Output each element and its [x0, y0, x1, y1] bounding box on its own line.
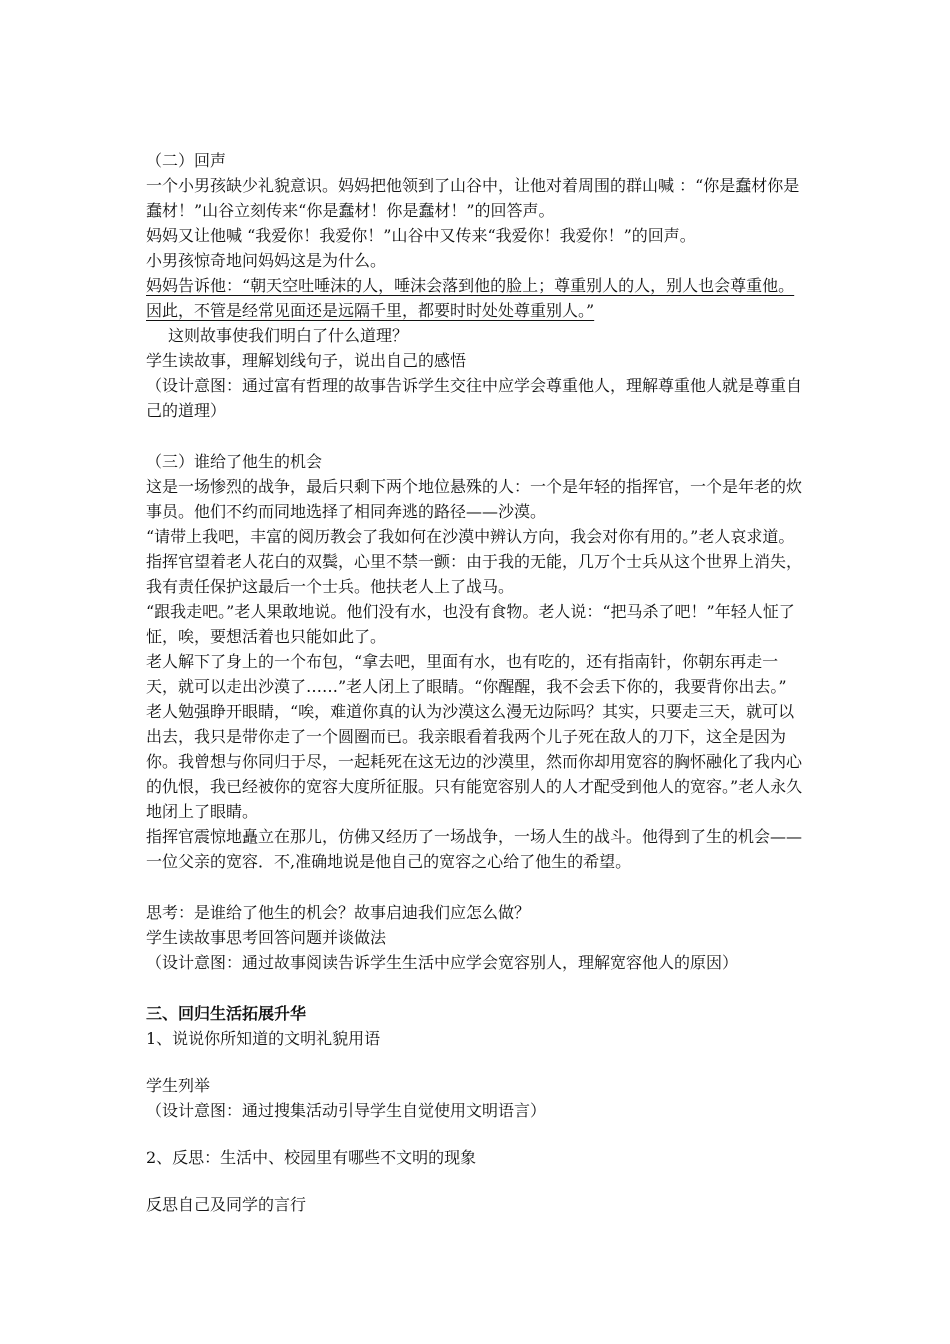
design-intent: （设计意图：通过故事阅读告诉学生生活中应学会宽容别人，理解宽容他人的原因）: [146, 953, 739, 972]
spacer: [146, 423, 810, 449]
list-item: 2、反思：生活中、校园里有哪些不文明的现象: [146, 1148, 477, 1167]
section-heading-chance: （三）谁给了他生的机会: [146, 452, 323, 471]
part-heading: 三、回归生活拓展升华: [146, 1004, 307, 1023]
paragraph: 这是一场惨烈的战争，最后只剩下两个地位悬殊的人：一个是年轻的指挥官，一个是年老的炊事员。他们不约而同地选择了相同奔逃的路径——沙漠。: [146, 477, 803, 521]
spacer: [146, 874, 810, 900]
student-activity: 反思自己及同学的言行: [146, 1195, 307, 1214]
paragraph: 小男孩惊奇地问妈妈这是为什么。: [146, 251, 387, 270]
student-activity: 学生列举: [146, 1076, 211, 1095]
spacer: [146, 975, 810, 1001]
paragraph: “请带上我吧，丰富的阅历教会了我如何在沙漠中辨认方向，我会对你有用的。”老人哀求道。指挥官望着老人花白的双鬓，心里不禁一颤：由于我的无能，几万个士兵从这个世界上消失，我有责任保护这最后一个士兵。他扶老人上了战马。: [146, 527, 803, 596]
section-heading-echo: （二）回声: [146, 151, 227, 170]
design-intent: （设计意图：通过搜集活动引导学生自觉使用文明语言）: [146, 1101, 547, 1120]
student-activity: 学生读故事，理解划线句子，说出自己的感悟: [146, 351, 467, 370]
student-activity: 学生读故事思考回答问题并谈做法: [146, 928, 387, 947]
paragraph: 一个小男孩缺少礼貌意识。妈妈把他领到了山谷中，让他对着周围的群山喊 ：“你是蠢材你是蠢材！”山谷立刻传来“你是蠢材！你是蠢材！”的回答声。: [146, 176, 800, 220]
paragraph: “跟我走吧。”老人果敢地说。他们没有水，也没有食物。老人说：“把马杀了吧！”年轻人怔了怔，唉，要想活着也只能如此了。: [146, 602, 795, 646]
discussion-question: 思考：是谁给了他生的机会？故事启迪我们应怎么做？: [146, 903, 531, 922]
list-item: 1、说说你所知道的文明礼貌用语: [146, 1029, 381, 1048]
paragraph: 老人勉强睁开眼睛，“唉，难道你真的认为沙漠这么漫无边际吗？其实，只要走三天，就可以出去，我只是带你走了一个圆圈而已。我亲眼看着我两个儿子死在敌人的刀下，这全是因为你。我曾想与你同归于尽，一起耗死在这无边的沙漠里，然而你却用宽容的胸怀融化了我内心的仇恨，我已经被你的宽容大度所征服。只有能宽容别人的人才配受到他人的宽容。”老人永久地闭上了眼睛。: [146, 702, 803, 821]
spacer: [146, 1170, 810, 1192]
paragraph: 指挥官震惊地矗立在那儿，仿佛又经历了一场战争，一场人生的战斗。他得到了生的机会——一位父亲的宽容．不,准确地说是他自己的宽容之心给了他生的希望。: [146, 827, 803, 871]
paragraph: 老人解下了身上的一个布包，“拿去吧，里面有水，也有吃的，还有指南针，你朝东再走一天，就可以走出沙漠了……”老人闭上了眼睛。“你醒醒，我不会丢下你的，我要背你出去。”: [146, 652, 787, 696]
paragraph: 妈妈又让他喊 “我爱你！我爱你！”山谷中又传来“我爱你！我爱你！”的回声。: [146, 226, 696, 245]
spacer: [146, 1123, 810, 1145]
spacer: [146, 1051, 810, 1073]
discussion-question: 这则故事使我们明白了什么道理？: [168, 326, 409, 345]
underlined-quote: 妈妈告诉他：“朝天空吐唾沫的人，唾沫会落到他的脸上；尊重别人的人，别人也会尊重他。因此，不管是经常见面还是远隔千里，都要时时处处尊重别人。”: [146, 276, 795, 320]
design-intent: （设计意图：通过富有哲理的故事告诉学生交往中应学会尊重他人，理解尊重他人就是尊重自己的道理）: [146, 376, 803, 420]
document-content: [146, 148, 810, 1217]
